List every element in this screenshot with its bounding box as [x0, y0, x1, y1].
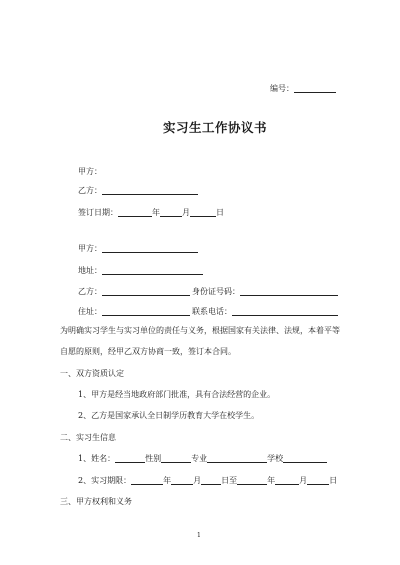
month-blank	[160, 208, 182, 217]
section-3-heading: 三、甲方权利和义务	[60, 497, 132, 506]
day-label: 日	[216, 208, 224, 217]
party-a-line	[78, 167, 102, 177]
phone-blank	[232, 307, 338, 316]
number-field	[270, 84, 336, 94]
preamble-line-2: 自愿的原则，经甲乙双方协商一致，签订本合同。	[60, 347, 236, 356]
start-month-blank	[171, 476, 193, 485]
sign-date-line	[78, 208, 224, 218]
address-label: 地址：	[78, 266, 102, 275]
gender-blank	[161, 454, 191, 463]
page-number: 1	[197, 532, 201, 539]
name-blank	[115, 454, 145, 463]
year-blank	[118, 208, 152, 217]
start-year-blank	[131, 476, 163, 485]
party-b2-line	[78, 287, 190, 297]
internship-period-line	[78, 476, 337, 486]
party-a-label: 甲方：	[78, 167, 102, 176]
id-number-blank	[240, 287, 338, 296]
phone-field	[192, 307, 338, 317]
sign-date-label: 签订日期：	[78, 208, 118, 217]
number-label: 编号：	[270, 84, 294, 93]
party-a2-blank	[102, 244, 198, 253]
end-month-label: 月	[299, 476, 308, 485]
school-label: 学校	[267, 454, 284, 463]
end-day-label: 日	[329, 476, 338, 485]
residence-blank	[102, 307, 190, 316]
id-number-field	[192, 287, 338, 297]
school-blank	[283, 454, 327, 463]
party-b-label: 乙方：	[78, 186, 102, 195]
day-blank	[190, 208, 216, 217]
document-title: 实习生工作协议书	[163, 120, 268, 135]
address-blank	[102, 266, 203, 275]
gender-label: 性别	[145, 454, 162, 463]
name-label: 1、姓名：	[78, 454, 116, 463]
major-blank	[207, 454, 267, 463]
section-2-heading: 二、实习生信息	[60, 433, 116, 442]
party-b-blank	[102, 186, 198, 195]
month-label: 月	[182, 208, 190, 217]
student-name-line	[78, 454, 327, 464]
period-label: 2、实习期限：	[78, 476, 132, 485]
address-line	[78, 266, 203, 276]
party-b-line	[78, 186, 198, 196]
party-a2-line	[78, 244, 198, 254]
residence-label: 住址：	[78, 307, 102, 316]
phone-label: 联系电话：	[192, 307, 232, 316]
party-a2-label: 甲方：	[78, 244, 102, 253]
until-label: 日至	[221, 476, 238, 485]
start-year-label: 年	[163, 476, 172, 485]
item-1-2: 2、乙方是国家承认全日制学历教育大学在校学生。	[78, 411, 260, 420]
party-b2-label: 乙方：	[78, 287, 102, 296]
year-label: 年	[152, 208, 160, 217]
residence-line	[78, 307, 190, 317]
id-number-label: 身份证号码：	[192, 287, 240, 296]
start-day-blank	[201, 476, 221, 485]
end-day-blank	[307, 476, 329, 485]
end-year-blank	[237, 476, 267, 485]
major-label: 专业	[191, 454, 208, 463]
end-month-blank	[275, 476, 299, 485]
preamble-line-1: 为明确实习学生与实习单位的责任与义务，根据国家有关法律、法规，本着平等	[60, 326, 340, 335]
end-year-label: 年	[267, 476, 276, 485]
start-month-label: 月	[193, 476, 202, 485]
number-blank	[294, 84, 336, 93]
section-1-heading: 一、双方资质认定	[60, 369, 124, 378]
party-b2-blank	[102, 287, 190, 296]
item-1-1: 1、甲方是经当地政府部门批准，具有合法经营的企业。	[78, 390, 276, 399]
